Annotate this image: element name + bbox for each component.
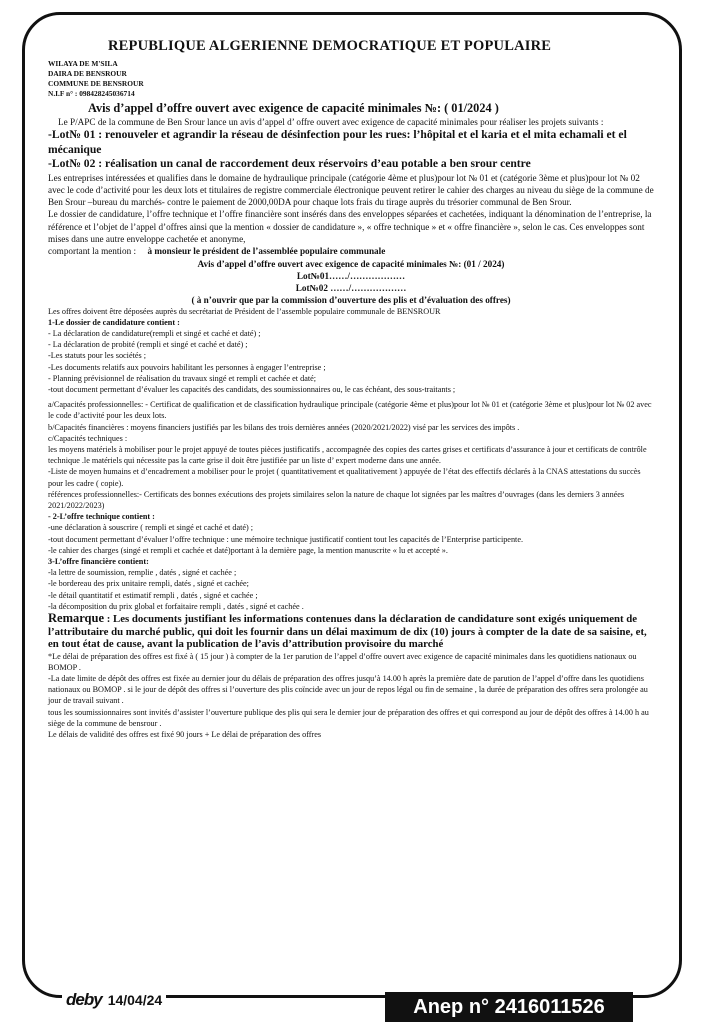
anep-number: Anep n° 2416011526	[385, 992, 633, 1022]
candidature-item: - La déclaration de candidature(rempli et singé et caché et daté) ;	[48, 329, 261, 338]
capacity-item: a/Capacités professionnelles: - Certificat de qualification et de classification hydraulique principale (catégorie 4ème et plus)pour lot № 01 et (catégorie 3ème et plus)pour lot № 02 avec le code d’activité pour les deux lots.	[48, 400, 652, 421]
candidature-item: - Planning prévisionnel de réalisation du travaux singé et rempli et cachée et daté;	[48, 373, 317, 383]
technique-heading: - 2-L’offre technique contient :	[48, 512, 155, 522]
remarque-text: : Les documents justifiant les informations contenues dans la déclaration de candidature sont exigés uniquement de l’attributaire du marché public, qui doit les fournir dans un délai maximum de dix (10) jours à compter de la date de sa saisine, et, en tout état de cause, avant la publication de l’avis d’attribution provisoire du marché	[48, 613, 647, 651]
admin-line: WILAYA DE M'SILA	[48, 59, 118, 68]
mention-value: à monsieur le président de l’assemblée populaire communale	[147, 246, 386, 257]
financiere-item: -le bordereau des prix unitaire rempli, datés , signé et cachée;	[48, 579, 249, 589]
notice-title: Avis d’appel d’offre ouvert avec exigence de capacité minimales №: ( 01/2024 )	[88, 101, 499, 115]
footer-stamp	[62, 990, 166, 1010]
publisher-logo: deby	[66, 990, 102, 1009]
financiere-heading: 3-L’offre financière contient:	[48, 557, 149, 567]
closing-item: -La date limite de dépôt des offres est fixée au dernier jour du délais de préparation des offres jusqu’à 14.00 h après la première date de parution de l’appel d’offre dans les quotidiens nationaux ou BOMOP . si le jour de dépôt des offres si l’ouverture des plis coïncide avec un jour de repos légal ou fin de semaine , la durée de préparation des offres sera prolongée au jour de travail suivant .	[48, 673, 648, 706]
closing-item: Le délais de validité des offres est fixé 90 jours + Le délai de préparation des offres	[48, 730, 322, 739]
closing-item: *Le délai de préparation des offres est fixé à ( 15 jour ) à compter de la 1er parution de l’appel d’offre ouvert avec exigence de capacité minimales dans les quotidiens nationaux ou BOMOP .	[48, 651, 637, 672]
eligibility-paragraph: Les entreprises intéressées et qualifies dans le domaine de hydraulique principale (catégorie 4ème et plus)pour lot № 01 et (catégorie 3ème et plus)pour lot № 02 avec le code d’activité pour les deux lots et titulaires de registre commerciale électronique peuvent retirer le cahier des charges au niveau du siège de la commune de Ben Srour –bureau du marchés- contre le paiement de 2000,00DA pour chaque lots frais du tirage auprès du trésorier communal de Ben Srour.	[48, 172, 654, 208]
candidature-heading: 1-Le dossier de candidature contient :	[48, 317, 180, 327]
capacity-item: b/Capacités financières : moyens financiers justifiés par les bilans des trois dernières années (2020/2021/2022) visé par les services des impôts .	[48, 422, 520, 432]
lot-1: -Lot№ 01 : renouveler et agrandir la réseau de désinfection pour les rues: l’hôpital et el karia et el mita echamali et el mécanique	[48, 128, 627, 156]
intro-text: Le P/APC de la commune de Ben Srour lance un avis d’appel d’ offre ouvert avec exigence de capacité minimales pour réaliser les projets suivants :	[58, 117, 604, 127]
technique-item: -tout document permettant d’évaluer l’offre technique : une mémoire technique justificatif contient tout les capacités de l’Enterprise participente.	[48, 534, 523, 544]
envelope-note: ( à n’ouvrir que par la commission d’ouverture des plis et d’évaluation des offres)	[191, 294, 511, 305]
republic-heading: REPUBLIQUE ALGERIENNE DEMOCRATIQUE ET POPULAIRE	[108, 38, 552, 54]
tender-notice	[48, 38, 654, 740]
capacity-item: -Liste de moyen humains et d’encadrement a mobiliser pour le projet ( quantitativement et qualitativement ) appuyée de l’état des effectifs déclarés à la CNAS attestations du succès pour les cadre ( copie).	[48, 467, 641, 488]
envelopes-paragraph: Le dossier de candidature, l’offre technique et l’offre financière sont insérés dans des enveloppes séparées et cachetées, indiquant la dénomination de l’entreprise, la référence et l’objet de l’appel d’offres ainsi que la mention « dossier de candidature », « offre technique » et « offre financière », selon le cas. Ces enveloppes sont mises dans une autre enveloppe cachetée et anonyme,	[48, 209, 652, 244]
envelope-lot-2: Lot№02 ……/………………	[295, 282, 407, 293]
admin-line: COMMUNE DE BENSROUR	[48, 79, 144, 88]
deposit-text: Les offres doivent être déposées auprès du secrétariat de Président de l’assemble populaire communale de BENSROUR	[48, 306, 441, 316]
financiere-item: -la décomposition du prix global et forfaitaire rempli , datés , signé et cachée .	[48, 601, 304, 611]
admin-line: DAIRA DE BENSROUR	[48, 69, 127, 78]
envelope-title: Avis d’appel d’offre ouvert avec exigence de capacité minimales №: (01 / 2024)	[197, 258, 505, 269]
financiere-item: -le détail quantitatif et estimatif rempli , datés , signé et cachée ;	[48, 590, 258, 600]
admin-line: N.I.F n° : 098428245036714	[48, 89, 135, 98]
candidature-item: - La déclaration de probité (rempli et singé et caché et daté) ;	[48, 340, 248, 350]
footer-date: 14/04/24	[107, 992, 163, 1008]
admin-block	[48, 59, 654, 99]
financiere-item: -la lettre de soumission, remplie , datés , signé et cachée ;	[48, 568, 237, 578]
closing-item: tous les soumissionnaires sont invités d’assister l’ouverture publique des plis qui sera le dernier jour de préparation des offres et qui correspond au jour de dépôt des offres à 14.00 h au siège de la commune de bensrour .	[48, 707, 649, 728]
mention-line	[48, 245, 654, 257]
remarque	[48, 612, 654, 651]
capacity-item: les moyens matériels à mobiliser pour le projet appuyé de toutes pièces justificatifs , accompagnée des copies des cartes grises et certificats d’assurance à jour et certificats de contrôle technique .le matériels qui nécessite pas la carte grise il doit être justifiée par un liste d’ expert moderne dans une année.	[48, 445, 647, 466]
lot-2: -Lot№ 02 : réalisation un canal de raccordement deux réservoirs d’eau potable a ben srour centre	[48, 157, 531, 171]
capacity-item: c/Capacités techniques :	[48, 433, 128, 443]
technique-item: -le cahier des charges (singé et rempli et cachée et daté)portant à la dernière page, la mention manuscrite « lu et accepté ».	[48, 545, 448, 555]
candidature-item: -Les documents relatifs aux pouvoirs habilitant les personnes à engager l’entreprise ;	[48, 362, 326, 372]
technique-item: -une déclaration à souscrire ( rempli et singé et caché et daté) ;	[48, 523, 254, 533]
capacity-item: références professionnelles:- Certificats des bonnes exécutions des projets similaires selon la nature de chaque lot signées par les maîtres d’ouvrages (dans les derniers 3 années 2021/2022/2023)	[48, 489, 625, 511]
remarque-label: Remarque	[48, 611, 105, 626]
candidature-item: -Les statuts pour les sociétés ;	[48, 351, 147, 361]
envelope-lot-1: Lot№01……/………………	[296, 270, 406, 281]
candidature-item: -tout document permettant d’évaluer les capacités des candidats, des soumissionnaires ou, le cas échéant, des sous-traitants ;	[48, 385, 456, 395]
mention-label: comportant la mention :	[48, 246, 137, 257]
